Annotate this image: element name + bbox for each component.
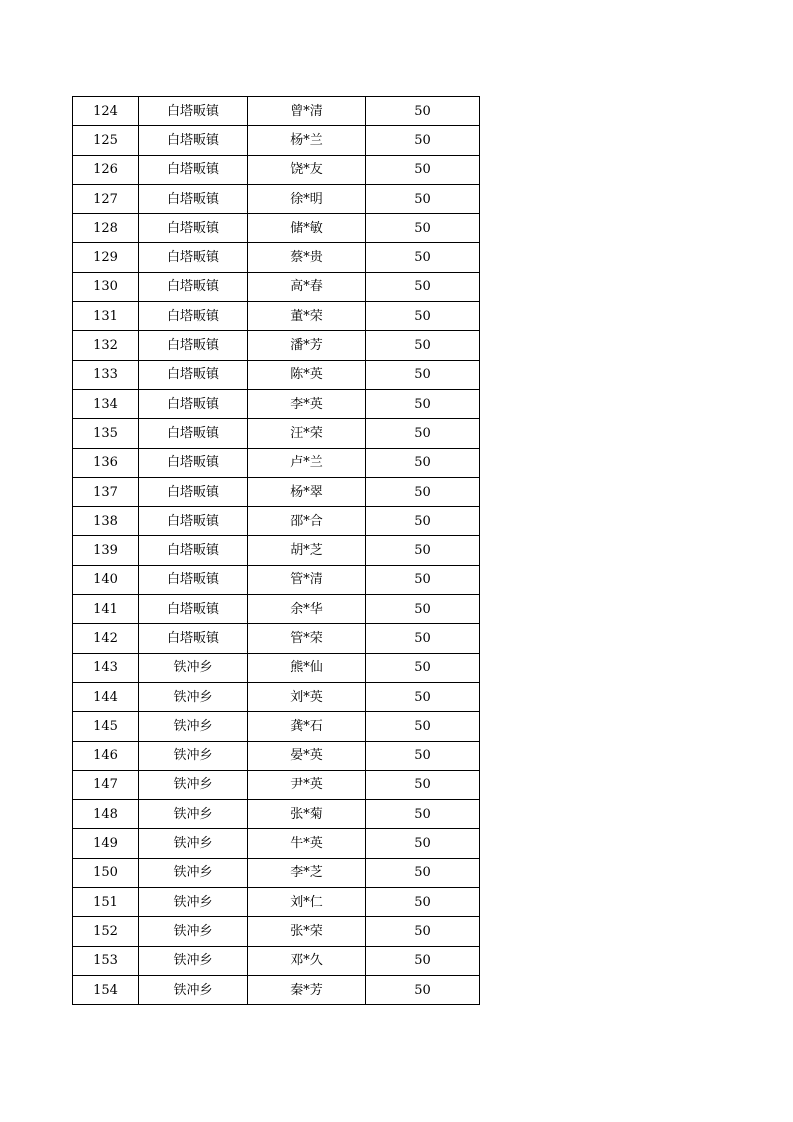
serial-number-cell: 141 xyxy=(73,595,139,624)
table-row xyxy=(73,975,480,1004)
amount-cell: 50 xyxy=(366,917,480,946)
town-cell: 白塔畈镇 xyxy=(139,595,248,624)
serial-number-cell: 145 xyxy=(73,712,139,741)
person-name-cell: 胡*芝 xyxy=(248,536,366,565)
amount-cell: 50 xyxy=(366,331,480,360)
table-row xyxy=(73,888,480,917)
person-name-cell: 熊*仙 xyxy=(248,653,366,682)
amount-cell: 50 xyxy=(366,389,480,418)
serial-number-cell: 129 xyxy=(73,243,139,272)
table-row xyxy=(73,653,480,682)
town-cell: 铁冲乡 xyxy=(139,800,248,829)
person-name-cell: 徐*明 xyxy=(248,184,366,213)
amount-cell: 50 xyxy=(366,653,480,682)
amount-cell: 50 xyxy=(366,624,480,653)
amount-cell: 50 xyxy=(366,800,480,829)
amount-cell: 50 xyxy=(366,126,480,155)
amount-cell: 50 xyxy=(366,419,480,448)
person-name-cell: 曾*清 xyxy=(248,97,366,126)
person-name-cell: 尹*英 xyxy=(248,770,366,799)
table-row xyxy=(73,770,480,799)
person-name-cell: 杨*兰 xyxy=(248,126,366,155)
person-name-cell: 邵*合 xyxy=(248,507,366,536)
town-cell: 铁冲乡 xyxy=(139,888,248,917)
serial-number-cell: 125 xyxy=(73,126,139,155)
table-row xyxy=(73,477,480,506)
town-cell: 白塔畈镇 xyxy=(139,302,248,331)
serial-number-cell: 147 xyxy=(73,770,139,799)
serial-number-cell: 135 xyxy=(73,419,139,448)
person-name-cell: 卢*兰 xyxy=(248,448,366,477)
table-row xyxy=(73,624,480,653)
person-name-cell: 刘*英 xyxy=(248,682,366,711)
town-cell: 白塔畈镇 xyxy=(139,624,248,653)
serial-number-cell: 130 xyxy=(73,272,139,301)
amount-cell: 50 xyxy=(366,682,480,711)
town-cell: 白塔畈镇 xyxy=(139,477,248,506)
amount-cell: 50 xyxy=(366,712,480,741)
serial-number-cell: 137 xyxy=(73,477,139,506)
person-name-cell: 张*菊 xyxy=(248,800,366,829)
amount-cell: 50 xyxy=(366,829,480,858)
town-cell: 铁冲乡 xyxy=(139,858,248,887)
person-name-cell: 邓*久 xyxy=(248,946,366,975)
town-cell: 铁冲乡 xyxy=(139,946,248,975)
serial-number-cell: 144 xyxy=(73,682,139,711)
table-row xyxy=(73,184,480,213)
amount-cell: 50 xyxy=(366,741,480,770)
person-name-cell: 李*芝 xyxy=(248,858,366,887)
town-cell: 白塔畈镇 xyxy=(139,155,248,184)
amount-cell: 50 xyxy=(366,448,480,477)
table-row xyxy=(73,97,480,126)
person-name-cell: 余*华 xyxy=(248,595,366,624)
person-name-cell: 储*敏 xyxy=(248,214,366,243)
person-name-cell: 牛*英 xyxy=(248,829,366,858)
table-row xyxy=(73,243,480,272)
amount-cell: 50 xyxy=(366,272,480,301)
amount-cell: 50 xyxy=(366,155,480,184)
table-row xyxy=(73,917,480,946)
serial-number-cell: 146 xyxy=(73,741,139,770)
table-row xyxy=(73,302,480,331)
serial-number-cell: 140 xyxy=(73,565,139,594)
town-cell: 白塔畈镇 xyxy=(139,360,248,389)
amount-cell: 50 xyxy=(366,243,480,272)
table-row xyxy=(73,126,480,155)
town-cell: 白塔畈镇 xyxy=(139,389,248,418)
town-cell: 铁冲乡 xyxy=(139,975,248,1004)
town-cell: 铁冲乡 xyxy=(139,829,248,858)
amount-cell: 50 xyxy=(366,536,480,565)
amount-cell: 50 xyxy=(366,770,480,799)
table-row xyxy=(73,565,480,594)
amount-cell: 50 xyxy=(366,888,480,917)
table-row xyxy=(73,712,480,741)
person-name-cell: 饶*友 xyxy=(248,155,366,184)
serial-number-cell: 134 xyxy=(73,389,139,418)
serial-number-cell: 142 xyxy=(73,624,139,653)
town-cell: 白塔畈镇 xyxy=(139,419,248,448)
table-row xyxy=(73,829,480,858)
person-name-cell: 董*荣 xyxy=(248,302,366,331)
town-cell: 白塔畈镇 xyxy=(139,184,248,213)
amount-cell: 50 xyxy=(366,184,480,213)
town-cell: 白塔畈镇 xyxy=(139,331,248,360)
serial-number-cell: 138 xyxy=(73,507,139,536)
table-row xyxy=(73,419,480,448)
table-row xyxy=(73,360,480,389)
table-row xyxy=(73,536,480,565)
serial-number-cell: 153 xyxy=(73,946,139,975)
serial-number-cell: 124 xyxy=(73,97,139,126)
serial-number-cell: 152 xyxy=(73,917,139,946)
person-name-cell: 潘*芳 xyxy=(248,331,366,360)
person-name-cell: 刘*仁 xyxy=(248,888,366,917)
serial-number-cell: 151 xyxy=(73,888,139,917)
serial-number-cell: 128 xyxy=(73,214,139,243)
amount-cell: 50 xyxy=(366,360,480,389)
town-cell: 白塔畈镇 xyxy=(139,272,248,301)
town-cell: 白塔畈镇 xyxy=(139,126,248,155)
table-row xyxy=(73,272,480,301)
table-row xyxy=(73,595,480,624)
serial-number-cell: 133 xyxy=(73,360,139,389)
town-cell: 白塔畈镇 xyxy=(139,214,248,243)
table-row xyxy=(73,389,480,418)
person-name-cell: 李*英 xyxy=(248,389,366,418)
town-cell: 铁冲乡 xyxy=(139,653,248,682)
table-row xyxy=(73,946,480,975)
table-body xyxy=(73,97,480,1005)
person-name-cell: 管*荣 xyxy=(248,624,366,653)
serial-number-cell: 143 xyxy=(73,653,139,682)
amount-cell: 50 xyxy=(366,975,480,1004)
person-name-cell: 杨*翠 xyxy=(248,477,366,506)
town-cell: 白塔畈镇 xyxy=(139,243,248,272)
person-name-cell: 陈*英 xyxy=(248,360,366,389)
town-cell: 铁冲乡 xyxy=(139,770,248,799)
person-name-cell: 张*荣 xyxy=(248,917,366,946)
amount-cell: 50 xyxy=(366,595,480,624)
person-name-cell: 管*清 xyxy=(248,565,366,594)
town-cell: 白塔畈镇 xyxy=(139,448,248,477)
serial-number-cell: 139 xyxy=(73,536,139,565)
serial-number-cell: 154 xyxy=(73,975,139,1004)
serial-number-cell: 131 xyxy=(73,302,139,331)
person-name-cell: 秦*芳 xyxy=(248,975,366,1004)
town-cell: 白塔畈镇 xyxy=(139,536,248,565)
table-row xyxy=(73,800,480,829)
table-row xyxy=(73,331,480,360)
serial-number-cell: 132 xyxy=(73,331,139,360)
town-cell: 铁冲乡 xyxy=(139,741,248,770)
town-cell: 铁冲乡 xyxy=(139,682,248,711)
amount-cell: 50 xyxy=(366,214,480,243)
serial-number-cell: 150 xyxy=(73,858,139,887)
table-row xyxy=(73,214,480,243)
person-name-cell: 高*春 xyxy=(248,272,366,301)
serial-number-cell: 126 xyxy=(73,155,139,184)
serial-number-cell: 136 xyxy=(73,448,139,477)
table-row xyxy=(73,448,480,477)
amount-cell: 50 xyxy=(366,477,480,506)
person-name-cell: 汪*荣 xyxy=(248,419,366,448)
amount-cell: 50 xyxy=(366,858,480,887)
person-name-cell: 蔡*贵 xyxy=(248,243,366,272)
amount-cell: 50 xyxy=(366,302,480,331)
town-cell: 铁冲乡 xyxy=(139,917,248,946)
serial-number-cell: 149 xyxy=(73,829,139,858)
town-cell: 白塔畈镇 xyxy=(139,565,248,594)
person-name-cell: 龚*石 xyxy=(248,712,366,741)
amount-cell: 50 xyxy=(366,507,480,536)
table-row xyxy=(73,507,480,536)
town-cell: 白塔畈镇 xyxy=(139,507,248,536)
table-row xyxy=(73,858,480,887)
recipient-table xyxy=(72,96,480,1005)
person-name-cell: 晏*英 xyxy=(248,741,366,770)
table-row xyxy=(73,741,480,770)
serial-number-cell: 148 xyxy=(73,800,139,829)
serial-number-cell: 127 xyxy=(73,184,139,213)
town-cell: 铁冲乡 xyxy=(139,712,248,741)
table-row xyxy=(73,682,480,711)
amount-cell: 50 xyxy=(366,97,480,126)
amount-cell: 50 xyxy=(366,565,480,594)
table-row xyxy=(73,155,480,184)
town-cell: 白塔畈镇 xyxy=(139,97,248,126)
amount-cell: 50 xyxy=(366,946,480,975)
